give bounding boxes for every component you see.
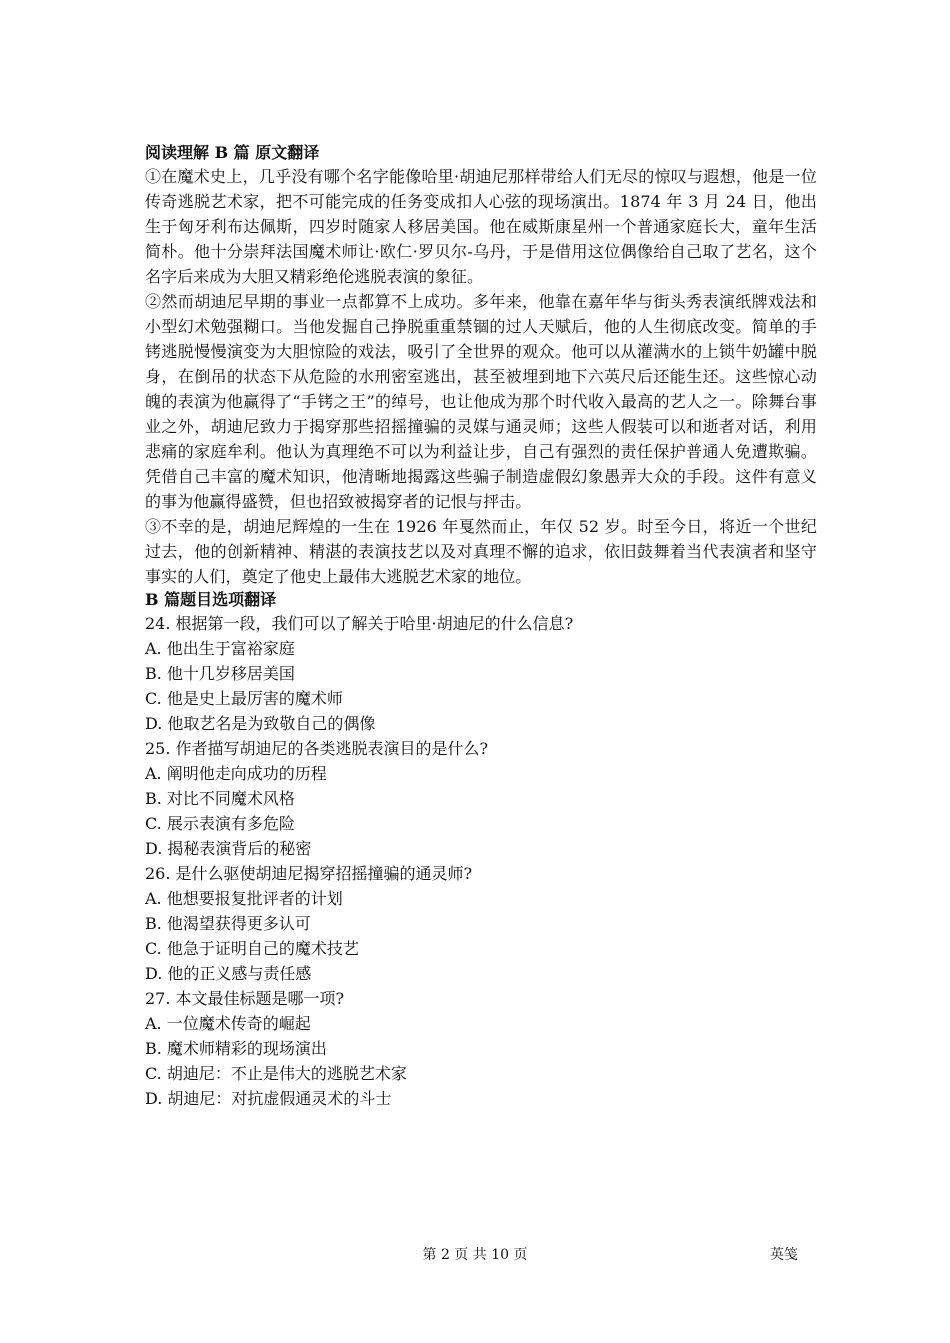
option-d: D. 他的正义感与责任感 bbox=[145, 964, 312, 983]
question-stem: 26. 是什么驱使胡迪尼揭穿招摇撞骗的通灵师? bbox=[145, 864, 473, 883]
option-b: B. 魔术师精彩的现场演出 bbox=[145, 1039, 327, 1058]
question-26 bbox=[145, 861, 817, 986]
option-b: B. 对比不同魔术风格 bbox=[145, 789, 295, 808]
option-c: C. 他急于证明自己的魔术技艺 bbox=[145, 939, 359, 958]
option-a: A. 一位魔术传奇的崛起 bbox=[145, 1014, 311, 1033]
paragraph-3: ③不幸的是，胡迪尼辉煌的一生在 1926 年戛然而止，年仅 52 岁。时至今日，将近一个世纪过去，他的创新精神、精湛的表演技艺以及对真理不懈的追求，依旧鼓舞着当代表演者和坚守事实的人们，奠定了他史上最伟大逃脱艺术家的地位。 bbox=[145, 517, 817, 586]
brand-label: 英笺 bbox=[770, 1247, 798, 1263]
option-a: A. 他出生于富裕家庭 bbox=[145, 639, 295, 658]
question-stem: 25. 作者描写胡迪尼的各类逃脱表演目的是什么? bbox=[145, 739, 489, 758]
paragraph-2: ②然而胡迪尼早期的事业一点都算不上成功。多年来，他靠在嘉年华与街头秀表演纸牌戏法和小型幻术勉强糊口。当他发掘自己挣脱重重禁锢的过人天赋后，他的人生彻底改变。简单的手铐逃脱慢慢演变为大胆惊险的戏法，吸引了全世界的观众。他可以从灌满水的上锁牛奶罐中脱身，在倒吊的状态下从危险的水刑密室逃出，甚至被埋到地下六英尺后还能生还。这些惊心动魄的表演为他赢得了“手铐之王”的绰号，也让他成为那个时代收入最高的艺人之一。除舞台事业之外，胡迪尼致力于揭穿那些招摇撞骗的灵媒与通灵师；这些人假装可以和逝者对话，利用悲痛的家庭牟利。他认为真理绝不可以为利益让步，自己有强烈的责任保护普通人免遭欺骗。凭借自己丰富的魔术知识，他清晰地揭露这些骗子制造虚假幻象愚弄大众的手段。这件有意义的事为他赢得盛赞，但也招致被揭穿者的记恨与抨击。 bbox=[145, 292, 817, 511]
option-c: C. 胡迪尼：不止是伟大的逃脱艺术家 bbox=[145, 1064, 407, 1083]
option-c: C. 他是史上最厉害的魔术师 bbox=[145, 689, 343, 708]
option-a: A. 他想要报复批评者的计划 bbox=[145, 889, 343, 908]
question-24 bbox=[145, 611, 817, 736]
option-d: D. 他取艺名是为致敬自己的偶像 bbox=[145, 714, 376, 733]
page-number: 第 2 页 共 10 页 bbox=[422, 1247, 528, 1263]
question-stem: 27. 本文最佳标题是哪一项? bbox=[145, 989, 345, 1008]
paragraph-1: ①在魔术史上，几乎没有哪个名字能像哈里·胡迪尼那样带给人们无尽的惊叹与遐想，他是一位传奇逃脱艺术家，把不可能完成的任务变成扣人心弦的现场演出。1874 年 3 月 24 日，他出生于匈牙利布达佩斯，四岁时随家人移居美国。他在威斯康星州一个普通家庭长大，童年生活简朴。他十分崇拜法国魔术师让·欧仁·罗贝尔-乌丹，于是借用这位偶像给自己取了艺名，这个名字后来成为大胆又精彩绝伦逃脱表演的象征。 bbox=[145, 167, 817, 286]
option-a: A. 阐明他走向成功的历程 bbox=[145, 764, 327, 783]
option-b: B. 他渴望获得更多认可 bbox=[145, 914, 311, 933]
option-c: C. 展示表演有多危险 bbox=[145, 814, 295, 833]
question-stem: 24. 根据第一段，我们可以了解关于哈里·胡迪尼的什么信息? bbox=[145, 614, 574, 633]
questions-heading: B 篇题目选项翻译 bbox=[145, 590, 277, 609]
document-body bbox=[145, 142, 817, 1111]
question-25 bbox=[145, 736, 817, 861]
option-d: D. 胡迪尼：对抗虚假通灵术的斗士 bbox=[145, 1089, 392, 1108]
option-b: B. 他十几岁移居美国 bbox=[145, 664, 295, 683]
passage-heading: 阅读理解 B 篇 原文翻译 bbox=[145, 143, 320, 162]
question-27 bbox=[145, 986, 817, 1111]
option-d: D. 揭秘表演背后的秘密 bbox=[145, 839, 312, 858]
